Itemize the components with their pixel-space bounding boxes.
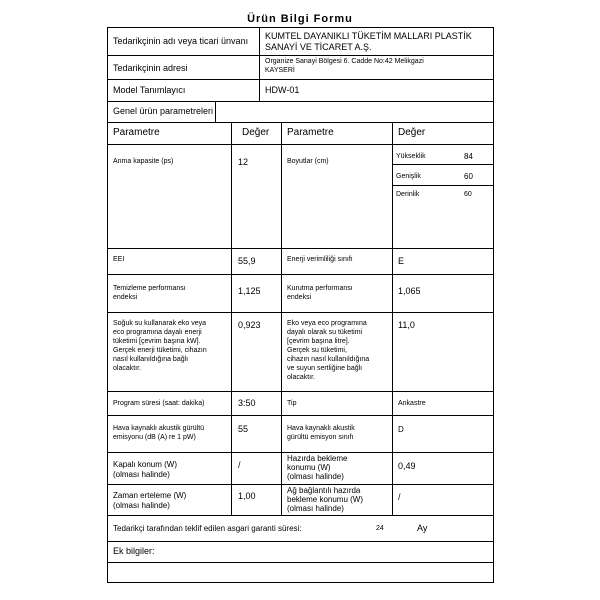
depth-value: 60 xyxy=(464,191,472,198)
supplier-address-label: Tedarikçinin adresi xyxy=(113,63,188,73)
type-value: Ankastre xyxy=(398,400,426,407)
water-cons-line6: ve suyun sertliğine bağlı xyxy=(287,365,363,372)
water-cons-line7: olacaktır. xyxy=(287,374,316,381)
supplier-name-line2: SANAYİ VE TİCARET A.Ş. xyxy=(265,42,372,52)
off-mode-line1: Kapalı konum (W) xyxy=(113,460,178,469)
drying-perf-line2: endeksi xyxy=(287,294,312,301)
cleaning-perf-line1: Temizleme performansı xyxy=(113,285,186,292)
additional-info-label: Ek bilgiler: xyxy=(113,546,155,556)
networked-line1: Ağ bağlantılı hazırda xyxy=(287,486,361,495)
guarantee-label: Tedarikçi tarafından teklif edilen asgari garanti süresi: xyxy=(113,524,302,533)
type-label: Tip xyxy=(287,400,297,407)
width-value: 60 xyxy=(464,172,473,181)
water-cons-line4: Gerçek su tüketimi, xyxy=(287,347,347,354)
col-param-2: Parametre xyxy=(287,127,334,138)
noise-line2: emisyonu (dB (A) re 1 pW) xyxy=(113,434,196,441)
height-label: Yükseklik xyxy=(396,153,426,160)
col-param-1: Parametre xyxy=(113,127,160,138)
cleaning-perf-line2: endeksi xyxy=(113,294,138,301)
drying-perf-value: 1,065 xyxy=(398,286,421,296)
energy-cons-line1: Soğuk su kullanarak eko veya xyxy=(113,320,206,327)
form-title: Ürün Bilgi Formu xyxy=(247,13,353,25)
depth-label: Derinlik xyxy=(396,191,420,198)
energy-cons-line5: nasıl kullanıldığına bağlı xyxy=(113,356,189,363)
model-value: HDW-01 xyxy=(265,85,300,95)
cleaning-perf-value: 1,125 xyxy=(238,286,261,296)
rated-capacity-value: 12 xyxy=(238,157,249,167)
program-duration-label: Program süresi (saat: dakika) xyxy=(113,400,205,407)
networked-line2: bekleme konumu (W) xyxy=(287,495,364,504)
noise-line1: Hava kaynaklı akustik gürültü xyxy=(113,425,205,432)
col-value-2: Değer xyxy=(398,127,426,138)
eei-label: EEI xyxy=(113,256,125,263)
supplier-address-line1: Organize Sanayi Bölgesi 6. Cadde No:42 Melikgazi xyxy=(265,58,424,65)
drying-perf-line1: Kurutma performansı xyxy=(287,285,353,292)
noise-class-line1: Hava kaynaklı akustik xyxy=(287,425,355,432)
energy-cons-line2: eco programına dayalı enerji xyxy=(113,329,202,336)
energy-class-value: E xyxy=(398,256,405,266)
guarantee-value: 24 xyxy=(376,525,384,532)
model-label: Model Tanımlayıcı xyxy=(113,85,186,95)
noise-value: 55 xyxy=(238,424,249,434)
water-cons-line2: dayalı olarak su tüketimi xyxy=(287,329,363,336)
delay-start-value: 1,00 xyxy=(238,491,256,501)
noise-class-line2: gürültü emisyon sınıfı xyxy=(287,434,354,441)
noise-class-value: D xyxy=(398,425,404,434)
off-mode-line2: (olması halinde) xyxy=(113,470,170,479)
col-value-1: Değer xyxy=(242,127,270,138)
water-cons-line1: Eko veya eco programına xyxy=(287,320,367,327)
eei-value: 55,9 xyxy=(238,256,256,266)
standby-line1: Hazırda bekleme xyxy=(287,454,348,463)
delay-start-line1: Zaman erteleme (W) xyxy=(113,491,187,500)
standby-line3: (olması halinde) xyxy=(287,472,344,481)
general-params-label: Genel ürün parametreleri xyxy=(113,106,214,116)
energy-cons-line3: tüketimi [çevrim başına kW]. xyxy=(113,338,201,345)
supplier-name-label: Tedarikçinin adı veya ticari ünvanı xyxy=(113,36,249,46)
supplier-address-line2: KAYSERİ xyxy=(265,67,295,74)
off-mode-value: / xyxy=(238,460,241,470)
energy-cons-line4: Gerçek enerji tüketimi, cihazın xyxy=(113,347,207,354)
water-cons-line5: cihazın nasıl kullanıldığına xyxy=(287,356,370,363)
dimensions-label: Boyutlar (cm) xyxy=(287,158,329,165)
program-duration-value: 3:50 xyxy=(238,398,256,408)
supplier-name-line1: KUMTEL DAYANIKLI TÜKETİM MALLARI PLASTİK xyxy=(265,31,472,41)
rated-capacity-label: Anma kapasite (ps) xyxy=(113,158,174,165)
delay-start-line2: (olması halinde) xyxy=(113,501,170,510)
energy-cons-line6: olacaktır. xyxy=(113,365,142,372)
width-label: Genişlik xyxy=(396,173,421,180)
water-cons-line3: [çevrim başına litre]. xyxy=(287,338,350,345)
standby-line2: konumu (W) xyxy=(287,463,331,472)
networked-line3: (olması halinde) xyxy=(287,504,344,513)
energy-cons-value: 0,923 xyxy=(238,320,261,330)
standby-value: 0,49 xyxy=(398,461,416,471)
guarantee-unit: Ay xyxy=(417,523,428,533)
energy-class-label: Enerji verimliliği sınıfı xyxy=(287,256,353,263)
networked-value: / xyxy=(398,492,401,502)
height-value: 84 xyxy=(464,152,473,161)
water-cons-value: 11,0 xyxy=(398,320,415,330)
